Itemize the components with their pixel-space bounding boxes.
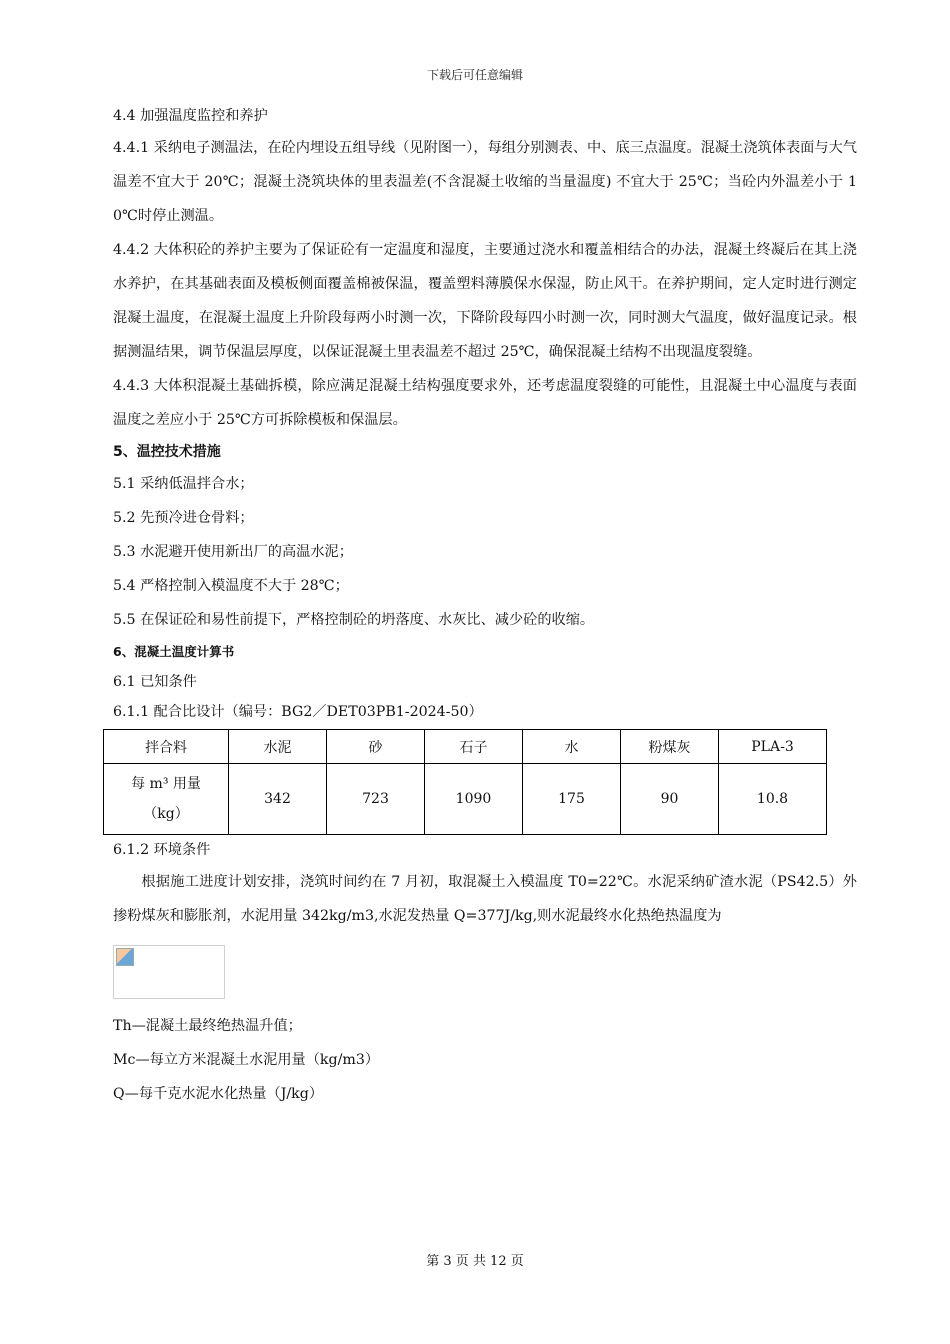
paragraph-4-4: 4.4 加强温度监控和养护: [113, 108, 268, 124]
subsection-6-1-2: 6.1.2 环境条件: [113, 842, 211, 858]
mix-ratio-table: [103, 729, 827, 835]
table-header-row: [104, 730, 827, 764]
page-header: 下载后可任意编辑: [426, 68, 523, 82]
definition-line: Th—混凝土最终绝热温升值；: [113, 1018, 302, 1034]
row-label-unit: （kg）: [143, 806, 189, 822]
table-row-label: [104, 764, 229, 835]
list-item: 5.5 在保证砼和易性前提下，严格控制砼的坍落度、水灰比、减少砼的收缩。: [113, 612, 595, 628]
table-header-cell: PLA-3: [719, 730, 827, 764]
subsection-6-1: 6.1 已知条件: [113, 674, 197, 690]
paragraph-4-4-2: 4.4.2 大体积砼的养护主要为了保证砼有一定温度和湿度，主要通过浇水和覆盖相结合的办法，混凝土终凝后在其上浇水养护，在其基础表面及模板侧面覆盖棉被保温，覆盖塑料薄膜保水保湿，防止风干。在养护期间，定人定时进行测定混凝土温度，在混凝土温度上升阶段每两小时测一次，下降阶段每四小时测一次，同时测大气温度，做好温度记录。根据测温结果，调节保温层厚度，以保证混凝土里表温差不超过 25℃，确保混凝土结构不出现温度裂缝。: [113, 242, 857, 360]
table-header-cell: 水泥: [229, 730, 327, 764]
table-cell: 342: [229, 764, 327, 835]
table-header-cell: 粉煤灰: [621, 730, 719, 764]
section-6-heading: 6、混凝土温度计算书: [113, 644, 235, 659]
broken-image-icon: [116, 948, 134, 966]
table-row: [104, 764, 827, 835]
list-item: 5.3 水泥避开使用新出厂的高温水泥；: [113, 544, 353, 560]
environment-paragraph: 根据施工进度计划安排，浇筑时间约在 7 月初，取混凝土入模温度 T0=22℃。水泥采纳矿渣水泥（PS42.5）外掺粉煤灰和膨胀剂，水泥用量 342kg/m3,水泥发热量 Q=377J/kg,则水泥最终水化热绝热温度为: [113, 874, 857, 924]
paragraph-4-4-1: 4.4.1 采纳电子测温法，在砼内埋设五组导线（见附图一），每组分别测表、中、底三点温度。混凝土浇筑体表面与大气温差不宜大于 20℃；混凝土浇筑块体的里表温差(不含混凝土收缩的当量温度) 不宜大于 25℃；当砼内外温差小于 10℃时停止测温。: [113, 140, 857, 224]
paragraph-4-4-3: 4.4.3 大体积混凝土基础拆模，除应满足混凝土结构强度要求外，还考虑温度裂缝的可能性，且混凝土中心温度与表面温度之差应小于 25℃方可拆除模板和保温层。: [113, 378, 857, 428]
table-cell: 175: [523, 764, 621, 835]
table-header-cell: 石子: [425, 730, 523, 764]
formula-image-placeholder: [113, 945, 225, 999]
table-cell: 90: [621, 764, 719, 835]
list-item: 5.4 严格控制入模温度不大于 28℃；: [113, 578, 349, 594]
subsection-6-1-1: 6.1.1 配合比设计（编号：BG2／DET03PB1-2024-50）: [113, 704, 483, 720]
table-cell: 1090: [425, 764, 523, 835]
definition-line: Q—每千克水泥水化热量（J/kg）: [113, 1086, 324, 1102]
table-header-cell: 水: [523, 730, 621, 764]
row-label-line: 每 m³ 用量: [131, 776, 201, 792]
section-5-heading: 5、温控技术措施: [113, 444, 221, 460]
list-item: 5.2 先预冷进仓骨料；: [113, 510, 254, 526]
definition-line: Mc—每立方米混凝土水泥用量（kg/m3）: [113, 1052, 380, 1068]
table-cell: 723: [327, 764, 425, 835]
table-header-cell: 砂: [327, 730, 425, 764]
table-header-cell: 拌合料: [104, 730, 229, 764]
document-body: [113, 101, 857, 1111]
table-cell: 10.8: [719, 764, 827, 835]
page-footer: 第 3 页 共 12 页: [426, 1254, 524, 1269]
list-item: 5.1 采纳低温拌合水；: [113, 476, 254, 492]
